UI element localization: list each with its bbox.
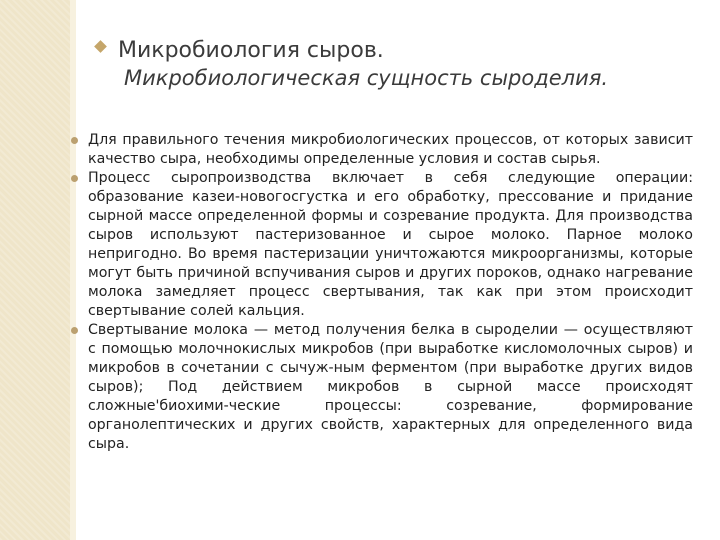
bullet-text: Для правильного течения микробиологических процессов, от которых зависит качество сыра, необходимы определенные условия и состав сырья.: [88, 132, 693, 167]
decorative-side-band: [0, 0, 70, 540]
bullet-dot-icon: [71, 327, 78, 334]
list-item: [88, 321, 693, 454]
slide-title: Микробиология сыров.: [118, 38, 384, 63]
decorative-divider: [70, 0, 76, 540]
bullet-dot-icon: [71, 175, 78, 182]
list-item: [88, 169, 693, 321]
bullet-text: Свертывание молока — метод получения белка в сыроделии — осуществляют с помощью молочнокислых микробов (при выработке кисломолочных сыров) и микробов в сочетании с сычуж-ным ферментом (при выработке других видов сыров); Под действием микробов в сырной массе происходят сложные'биохими-ческие процессы: созревание, формирование органолептических и других свойств, характерных для определенного вида сыра.: [88, 322, 693, 452]
title-block: [118, 38, 708, 92]
bullet-dot-icon: [71, 137, 78, 144]
bullet-list: [88, 131, 693, 454]
slide-subtitle: Микробиологическая сущность сыроделия.: [124, 66, 609, 90]
bullet-text: Процесс сыропроизводства включает в себя следующие операции: образование казеи-новогосгустка и его обработку, прессование и придание сырной массе определенной формы и созревание продукта. Для производства сыров используют пастеризованное и сырое молоко. Парное молоко непригодно. Во время пастеризации уничтожаются микроорганизмы, которые могут быть причиной вспучивания сыров и других пороков, однако нагревание молока замедляет процесс свертывания, так как при этом происходит свертывание солей кальция.: [88, 170, 693, 319]
diamond-ornament-icon: [94, 40, 107, 53]
list-item: [88, 131, 693, 169]
